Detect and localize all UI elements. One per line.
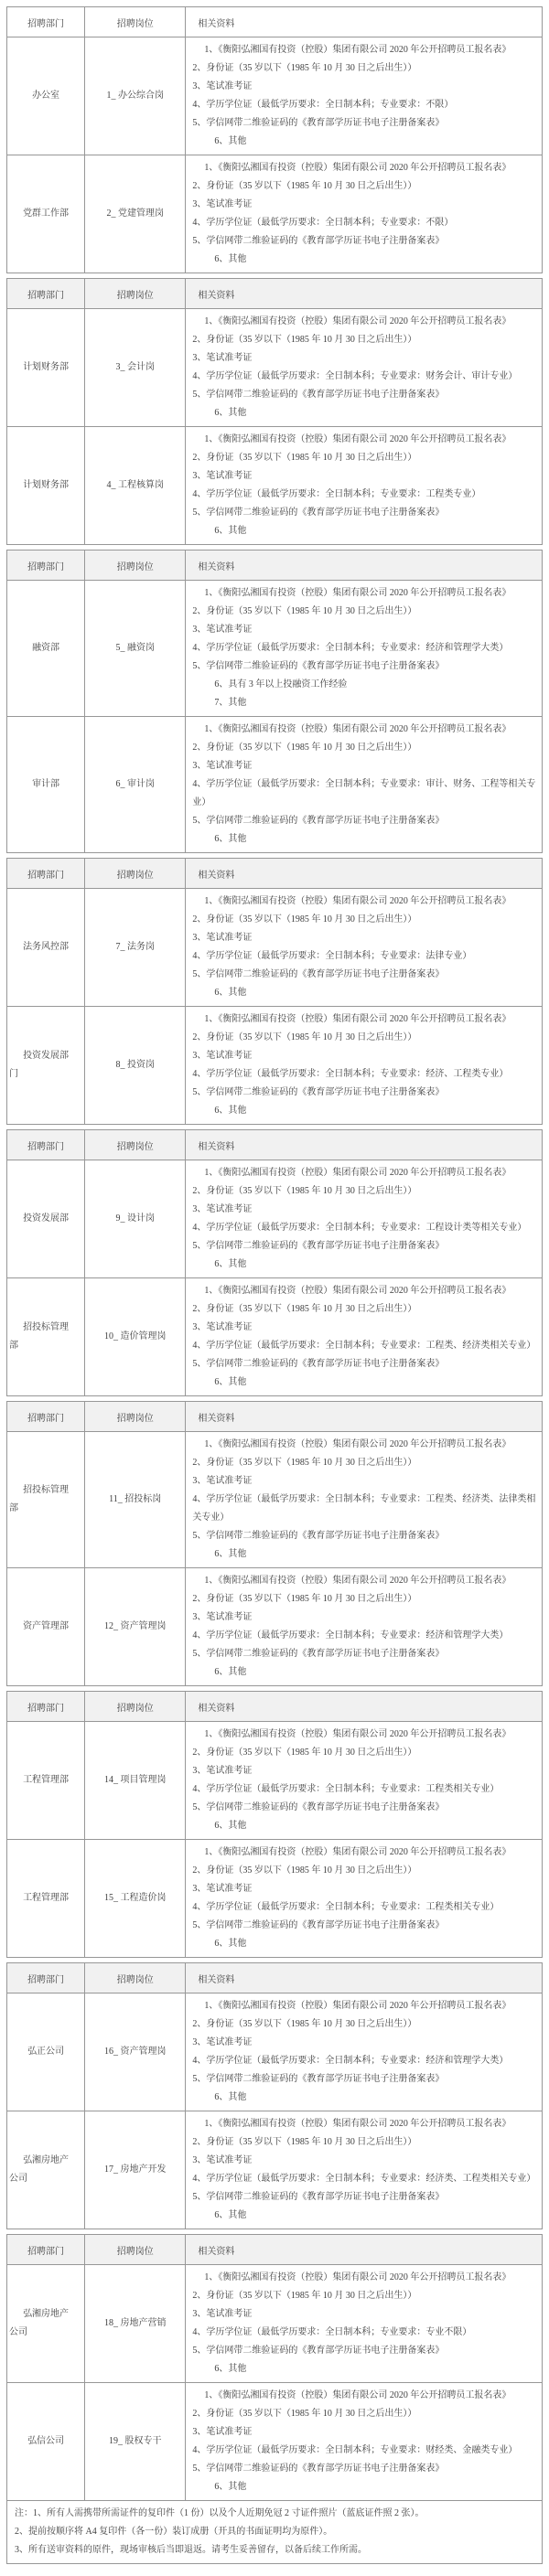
materials-cell — [186, 717, 543, 853]
material-item: 1、《衡阳弘湘国有投资（控股）集团有限公司 2020 年公开招聘员工报名表》 — [204, 724, 511, 734]
material-item: 3、笔试准考证 — [192, 471, 253, 481]
material-item: 3、笔试准考证 — [192, 933, 253, 943]
materials-cell — [186, 1993, 543, 2111]
table-row — [7, 1160, 543, 1278]
dept-name-line: 部 — [9, 1503, 18, 1513]
material-item: 6、其他 — [214, 988, 247, 998]
position-cell: 1_ 办公综合岗 — [85, 37, 186, 155]
material-item: 3、笔试准考证 — [192, 1884, 253, 1894]
material-item: 3、笔试准考证 — [192, 2155, 253, 2165]
position-cell: 15_ 工程造价岗 — [85, 1840, 186, 1958]
material-item: 5、学信网带二维验证码的《教育部学历证书电子注册备案表》 — [192, 1802, 445, 1812]
material-item: 2、身份证（35 岁以下（1985 年 10 月 30 日之后出生）） — [192, 63, 417, 73]
material-item: 4、学历学位证（最低学历要求：全日制本科；专业要求：财务会计、审计专业） — [192, 371, 518, 381]
column-header-materials: 相关资料 — [186, 279, 543, 309]
material-item: 6、具有 3 年以上投融资工作经验 — [214, 679, 348, 689]
material-item: 2、身份证（35 岁以下（1985 年 10 月 30 日之后出生）） — [192, 181, 417, 191]
dept-name-line: 审计部 — [32, 779, 60, 789]
dept-cell — [7, 1568, 85, 1686]
notes-cell — [7, 2501, 543, 2564]
materials-cell — [186, 427, 543, 545]
material-item: 3、笔试准考证 — [192, 1051, 253, 1061]
dept-name-line: 门 — [9, 1069, 18, 1079]
material-item: 5、学信网带二维验证码的《教育部学历证书电子注册备案表》 — [192, 1359, 445, 1369]
column-header-materials: 相关资料 — [186, 1130, 543, 1160]
dept-cell — [7, 581, 85, 717]
materials-cell — [186, 155, 543, 273]
material-item: 2、身份证（35 岁以下（1985 年 10 月 30 日之后出生）） — [192, 1032, 417, 1042]
materials-cell — [186, 2111, 543, 2229]
table-row — [7, 2265, 543, 2383]
material-item: 1、《衡阳弘湘国有投资（控股）集团有限公司 2020 年公开招聘员工报名表》 — [204, 1847, 511, 1857]
table-row — [7, 1432, 543, 1568]
material-item: 5、学信网带二维验证码的《教育部学历证书电子注册备案表》 — [192, 661, 445, 671]
material-item: 3、笔试准考证 — [192, 2427, 253, 2437]
column-header-materials: 相关资料 — [186, 550, 543, 581]
material-item: 5、学信网带二维验证码的《教育部学历证书电子注册备案表》 — [192, 508, 445, 518]
dept-name-line: 公司 — [9, 2174, 27, 2184]
dept-name-line: 投资发展部 — [23, 1051, 70, 1061]
material-item: 4、学历学位证（最低学历要求：全日制本科；专业要求：经济和管理学大类） — [192, 1630, 509, 1641]
material-item: 2、身份证（35 岁以下（1985 年 10 月 30 日之后出生）） — [192, 743, 417, 753]
dept-name-line: 法务风控部 — [23, 942, 70, 952]
dept-name-line: 办公室 — [32, 91, 60, 101]
table-row — [7, 1007, 543, 1125]
material-item: 1、《衡阳弘湘国有投资（控股）集团有限公司 2020 年公开招聘员工报名表》 — [204, 1168, 511, 1178]
materials-cell — [186, 1568, 543, 1686]
material-item: 6、其他 — [214, 1821, 247, 1831]
material-item: 1、《衡阳弘湘国有投资（控股）集团有限公司 2020 年公开招聘员工报名表》 — [204, 2119, 511, 2129]
material-item: 5、学信网带二维验证码的《教育部学历证书电子注册备案表》 — [192, 1241, 445, 1251]
material-item: 4、学历学位证（最低学历要求：全日制本科；专业要求：工程设计类等相关专业） — [192, 1223, 527, 1233]
material-item: 4、学历学位证（最低学历要求：全日制本科；专业要求：工程类相关专业） — [192, 1784, 500, 1794]
material-item: 2、身份证（35 岁以下（1985 年 10 月 30 日之后出生）） — [192, 1458, 417, 1468]
position-cell: 9_ 设计岗 — [85, 1160, 186, 1278]
materials-cell — [186, 2265, 543, 2383]
material-item: 6、其他 — [214, 2364, 247, 2374]
position-cell: 18_ 房地产营销 — [85, 2265, 186, 2383]
material-item: 1、《衡阳弘湘国有投资（控股）集团有限公司 2020 年公开招聘员工报名表》 — [204, 163, 511, 173]
material-item: 4、学历学位证（最低学历要求：全日制本科；专业要求：工程类专业） — [192, 489, 481, 499]
materials-cell — [186, 1840, 543, 1958]
note-line: 2、提前按顺序将 A4 复印件（各一份）装订成册（开具的书面证明均为原件）。 — [15, 2527, 333, 2537]
dept-cell — [7, 427, 85, 545]
position-cell: 2_ 党建管理岗 — [85, 155, 186, 273]
dept-name-line: 招投标管理 — [23, 1322, 70, 1332]
material-item: 4、学历学位证（最低学历要求：全日制本科；专业要求：不限） — [192, 218, 454, 228]
material-item: 3、笔试准考证 — [192, 2309, 253, 2319]
position-cell: 6_ 审计岗 — [85, 717, 186, 853]
dept-name-line: 弘湘房地产 — [23, 2155, 70, 2165]
table-row — [7, 309, 543, 427]
column-header-position: 招聘岗位 — [85, 2235, 186, 2265]
material-item: 2、身份证（35 岁以下（1985 年 10 月 30 日之后出生）） — [192, 2137, 417, 2147]
material-item: 4、学历学位证（最低学历要求：全日制本科；专业要求：审计、财务、工程等相关专业） — [192, 779, 536, 807]
materials-cell — [186, 889, 543, 1007]
material-item: 5、学信网带二维验证码的《教育部学历证书电子注册备案表》 — [192, 2192, 445, 2202]
dept-name-line: 部 — [9, 1341, 18, 1351]
material-item: 1、《衡阳弘湘国有投资（控股）集团有限公司 2020 年公开招聘员工报名表》 — [204, 1729, 511, 1739]
column-header-dept: 招聘部门 — [7, 279, 85, 309]
material-item: 2、身份证（35 岁以下（1985 年 10 月 30 日之后出生）） — [192, 1304, 417, 1314]
dept-name-line: 计划财务部 — [23, 362, 70, 372]
position-cell: 16_ 资产管理岗 — [85, 1993, 186, 2111]
material-item: 3、笔试准考证 — [192, 1322, 253, 1332]
dept-cell — [7, 889, 85, 1007]
materials-cell — [186, 581, 543, 717]
table-row — [7, 717, 543, 853]
column-header-dept: 招聘部门 — [7, 1130, 85, 1160]
dept-cell — [7, 37, 85, 155]
dept-cell — [7, 1993, 85, 2111]
dept-cell — [7, 2265, 85, 2383]
recruitment-table — [6, 1691, 543, 1958]
column-header-dept: 招聘部门 — [7, 1402, 85, 1432]
table-row — [7, 1993, 543, 2111]
column-header-dept: 招聘部门 — [7, 1692, 85, 1722]
materials-cell — [186, 1432, 543, 1568]
materials-cell — [186, 1007, 543, 1125]
dept-cell — [7, 309, 85, 427]
material-item: 4、学历学位证（最低学历要求：全日制本科；专业要求：经济类、工程类相关专业） — [192, 2174, 536, 2184]
recruitment-table — [6, 550, 543, 853]
material-item: 5、学信网带二维验证码的《教育部学历证书电子注册备案表》 — [192, 1531, 445, 1541]
table-row — [7, 37, 543, 155]
table-row — [7, 2383, 543, 2501]
dept-name-line: 工程管理部 — [23, 1775, 70, 1785]
material-item: 1、《衡阳弘湘国有投资（控股）集团有限公司 2020 年公开招聘员工报名表》 — [204, 1576, 511, 1586]
column-header-materials: 相关资料 — [186, 859, 543, 889]
column-header-position: 招聘岗位 — [85, 1402, 186, 1432]
material-item: 1、《衡阳弘湘国有投资（控股）集团有限公司 2020 年公开招聘员工报名表》 — [204, 2272, 511, 2282]
position-cell: 3_ 会计岗 — [85, 309, 186, 427]
column-header-position: 招聘岗位 — [85, 1692, 186, 1722]
materials-cell — [186, 309, 543, 427]
material-item: 2、身份证（35 岁以下（1985 年 10 月 30 日之后出生）） — [192, 2291, 417, 2301]
material-item: 5、学信网带二维验证码的《教育部学历证书电子注册备案表》 — [192, 2346, 445, 2356]
dept-name-line: 弘湘房地产 — [23, 2309, 70, 2319]
material-item: 5、学信网带二维验证码的《教育部学历证书电子注册备案表》 — [192, 236, 445, 246]
material-item: 6、其他 — [214, 834, 247, 844]
dept-cell — [7, 1160, 85, 1278]
materials-cell — [186, 1278, 543, 1396]
material-item: 2、身份证（35 岁以下（1985 年 10 月 30 日之后出生）） — [192, 914, 417, 925]
position-cell: 17_ 房地产开发 — [85, 2111, 186, 2229]
material-item: 3、笔试准考证 — [192, 2037, 253, 2047]
column-header-dept: 招聘部门 — [7, 859, 85, 889]
position-cell: 5_ 融资岗 — [85, 581, 186, 717]
material-item: 3、笔试准考证 — [192, 761, 253, 771]
recruitment-table — [6, 278, 543, 545]
column-header-position: 招聘岗位 — [85, 859, 186, 889]
recruitment-table — [6, 6, 543, 273]
material-item: 4、学历学位证（最低学历要求：全日制本科；专业要求：工程类、经济类相关专业） — [192, 1341, 536, 1351]
material-item: 3、笔试准考证 — [192, 353, 253, 363]
material-item: 5、学信网带二维验证码的《教育部学历证书电子注册备案表》 — [192, 118, 445, 128]
table-row — [7, 1278, 543, 1396]
dept-cell — [7, 155, 85, 273]
recruitment-table — [6, 858, 543, 1125]
material-item: 7、其他 — [214, 698, 247, 708]
dept-name-line: 融资部 — [32, 643, 60, 653]
recruitment-table — [6, 1401, 543, 1686]
material-item: 6、其他 — [214, 2482, 247, 2492]
material-item: 3、笔试准考证 — [192, 1476, 253, 1486]
notes-row — [7, 2501, 543, 2564]
material-item: 4、学历学位证（最低学历要求：全日制本科；专业要求：经济和管理学大类） — [192, 643, 509, 653]
material-item: 6、其他 — [214, 254, 247, 264]
dept-name-line: 弘正公司 — [27, 2047, 65, 2057]
material-item: 3、笔试准考证 — [192, 1766, 253, 1776]
material-item: 5、学信网带二维验证码的《教育部学历证书电子注册备案表》 — [192, 390, 445, 400]
table-row — [7, 581, 543, 717]
material-item: 1、《衡阳弘湘国有投资（控股）集团有限公司 2020 年公开招聘员工报名表》 — [204, 588, 511, 598]
material-item: 4、学历学位证（最低学历要求：全日制本科；专业要求：法律专业） — [192, 951, 472, 961]
dept-cell — [7, 2383, 85, 2501]
column-header-position: 招聘岗位 — [85, 7, 186, 37]
material-item: 3、笔试准考证 — [192, 81, 253, 91]
table-row — [7, 889, 543, 1007]
material-item: 2、身份证（35 岁以下（1985 年 10 月 30 日之后出生）） — [192, 1186, 417, 1196]
material-item: 4、学历学位证（最低学历要求：全日制本科；专业要求：经济和管理学大类） — [192, 2056, 509, 2066]
material-item: 6、其他 — [214, 2092, 247, 2102]
note-line: 3、所有送审资料的原件，现场审核后当即退返。请考生妥善留存，以备后续工作所需。 — [15, 2545, 367, 2555]
dept-name-line: 党群工作部 — [23, 208, 70, 219]
material-item: 5、学信网带二维验证码的《教育部学历证书电子注册备案表》 — [192, 1087, 445, 1097]
dept-cell — [7, 717, 85, 853]
material-item: 1、《衡阳弘湘国有投资（控股）集团有限公司 2020 年公开招聘员工报名表》 — [204, 316, 511, 326]
material-item: 2、身份证（35 岁以下（1985 年 10 月 30 日之后出生）） — [192, 1865, 417, 1876]
recruitment-tables — [6, 6, 543, 2564]
position-cell: 19_ 股权专干 — [85, 2383, 186, 2501]
material-item: 6、其他 — [214, 1549, 247, 1559]
material-item: 1、《衡阳弘湘国有投资（控股）集团有限公司 2020 年公开招聘员工报名表》 — [204, 1439, 511, 1449]
material-item: 6、其他 — [214, 1377, 247, 1387]
material-item: 3、笔试准考证 — [192, 1204, 253, 1214]
material-item: 1、《衡阳弘湘国有投资（控股）集团有限公司 2020 年公开招聘员工报名表》 — [204, 45, 511, 55]
material-item: 6、其他 — [214, 408, 247, 418]
dept-name-line: 投资发展部 — [23, 1213, 70, 1224]
material-item: 4、学历学位证（最低学历要求：全日制本科；专业要求：工程类相关专业） — [192, 1902, 500, 1912]
material-item: 4、学历学位证（最低学历要求：全日制本科；专业要求：财经类、金融类专业） — [192, 2445, 518, 2455]
dept-cell — [7, 1007, 85, 1125]
material-item: 2、身份证（35 岁以下（1985 年 10 月 30 日之后出生）） — [192, 2409, 417, 2419]
recruitment-table — [6, 1129, 543, 1396]
table-row — [7, 2111, 543, 2229]
position-cell: 8_ 投资岗 — [85, 1007, 186, 1125]
material-item: 1、《衡阳弘湘国有投资（控股）集团有限公司 2020 年公开招聘员工报名表》 — [204, 896, 511, 906]
material-item: 4、学历学位证（最低学历要求：全日制本科；专业要求：经济、工程类专业） — [192, 1069, 509, 1079]
material-item: 2、身份证（35 岁以下（1985 年 10 月 30 日之后出生）） — [192, 606, 417, 616]
material-item: 1、《衡阳弘湘国有投资（控股）集团有限公司 2020 年公开招聘员工报名表》 — [204, 1286, 511, 1296]
material-item: 6、其他 — [214, 526, 247, 536]
material-item: 1、《衡阳弘湘国有投资（控股）集团有限公司 2020 年公开招聘员工报名表》 — [204, 434, 511, 444]
material-item: 4、学历学位证（最低学历要求：全日制本科；专业要求：工程类、经济类、法律类相关专业） — [192, 1494, 536, 1523]
material-item: 6、其他 — [214, 1259, 247, 1269]
dept-cell — [7, 1722, 85, 1840]
column-header-materials: 相关资料 — [186, 1692, 543, 1722]
material-item: 2、身份证（35 岁以下（1985 年 10 月 30 日之后出生）） — [192, 1748, 417, 1758]
column-header-dept: 招聘部门 — [7, 2235, 85, 2265]
material-item: 2、身份证（35 岁以下（1985 年 10 月 30 日之后出生）） — [192, 335, 417, 345]
material-item: 5、学信网带二维验证码的《教育部学历证书电子注册备案表》 — [192, 2464, 445, 2474]
table-row — [7, 1722, 543, 1840]
table-row — [7, 155, 543, 273]
position-cell: 14_ 项目管理岗 — [85, 1722, 186, 1840]
material-item: 3、笔试准考证 — [192, 625, 253, 635]
column-header-position: 招聘岗位 — [85, 279, 186, 309]
material-item: 3、笔试准考证 — [192, 199, 253, 209]
column-header-materials: 相关资料 — [186, 1402, 543, 1432]
column-header-dept: 招聘部门 — [7, 1963, 85, 1993]
dept-cell — [7, 1840, 85, 1958]
column-header-position: 招聘岗位 — [85, 1130, 186, 1160]
dept-name-line: 工程管理部 — [23, 1893, 70, 1903]
column-header-materials: 相关资料 — [186, 2235, 543, 2265]
position-cell: 7_ 法务岗 — [85, 889, 186, 1007]
dept-name-line: 公司 — [9, 2327, 27, 2337]
recruitment-table — [6, 1962, 543, 2229]
material-item: 3、笔试准考证 — [192, 1612, 253, 1622]
material-item: 6、其他 — [214, 1667, 247, 1677]
material-item: 6、其他 — [214, 136, 247, 146]
material-item: 2、身份证（35 岁以下（1985 年 10 月 30 日之后出生）） — [192, 453, 417, 463]
material-item: 5、学信网带二维验证码的《教育部学历证书电子注册备案表》 — [192, 969, 445, 979]
position-cell: 4_ 工程核算岗 — [85, 427, 186, 545]
column-header-materials: 相关资料 — [186, 7, 543, 37]
material-item: 4、学历学位证（最低学历要求：全日制本科；专业要求：不限） — [192, 100, 454, 110]
material-item: 1、《衡阳弘湘国有投资（控股）集团有限公司 2020 年公开招聘员工报名表》 — [204, 2390, 511, 2400]
column-header-position: 招聘岗位 — [85, 1963, 186, 1993]
materials-cell — [186, 1160, 543, 1278]
material-item: 2、身份证（35 岁以下（1985 年 10 月 30 日之后出生）） — [192, 2019, 417, 2029]
column-header-dept: 招聘部门 — [7, 550, 85, 581]
table-row — [7, 1840, 543, 1958]
dept-name-line: 招投标管理 — [23, 1485, 70, 1495]
material-item: 2、身份证（35 岁以下（1985 年 10 月 30 日之后出生）） — [192, 1594, 417, 1604]
materials-cell — [186, 37, 543, 155]
position-cell: 12_ 资产管理岗 — [85, 1568, 186, 1686]
materials-cell — [186, 1722, 543, 1840]
material-item: 6、其他 — [214, 2210, 247, 2220]
material-item: 5、学信网带二维验证码的《教育部学历证书电子注册备案表》 — [192, 1920, 445, 1930]
column-header-position: 招聘岗位 — [85, 550, 186, 581]
material-item: 5、学信网带二维验证码的《教育部学历证书电子注册备案表》 — [192, 2074, 445, 2084]
dept-cell — [7, 1432, 85, 1568]
material-item: 5、学信网带二维验证码的《教育部学历证书电子注册备案表》 — [192, 816, 445, 826]
material-item: 6、其他 — [214, 1106, 247, 1116]
recruitment-table — [6, 2234, 543, 2564]
position-cell: 11_ 招投标岗 — [85, 1432, 186, 1568]
dept-name-line: 资产管理部 — [23, 1621, 70, 1631]
column-header-dept: 招聘部门 — [7, 7, 85, 37]
material-item: 1、《衡阳弘湘国有投资（控股）集团有限公司 2020 年公开招聘员工报名表》 — [204, 1014, 511, 1024]
material-item: 1、《衡阳弘湘国有投资（控股）集团有限公司 2020 年公开招聘员工报名表》 — [204, 2001, 511, 2011]
dept-name-line: 计划财务部 — [23, 480, 70, 490]
column-header-materials: 相关资料 — [186, 1963, 543, 1993]
material-item: 4、学历学位证（最低学历要求：全日制本科；专业要求：专业不限） — [192, 2327, 472, 2337]
position-cell: 10_ 造价管理岗 — [85, 1278, 186, 1396]
table-row — [7, 1568, 543, 1686]
dept-cell — [7, 1278, 85, 1396]
material-item: 6、其他 — [214, 1939, 247, 1949]
material-item: 5、学信网带二维验证码的《教育部学历证书电子注册备案表》 — [192, 1649, 445, 1659]
note-line: 注：1、所有人需携带所需证件的复印件（1 份）以及个人近期免冠 2 寸证件照片（蓝底证件照 2 张）。 — [15, 2508, 425, 2518]
dept-name-line: 弘信公司 — [27, 2436, 65, 2446]
table-row — [7, 427, 543, 545]
dept-cell — [7, 2111, 85, 2229]
materials-cell — [186, 2383, 543, 2501]
